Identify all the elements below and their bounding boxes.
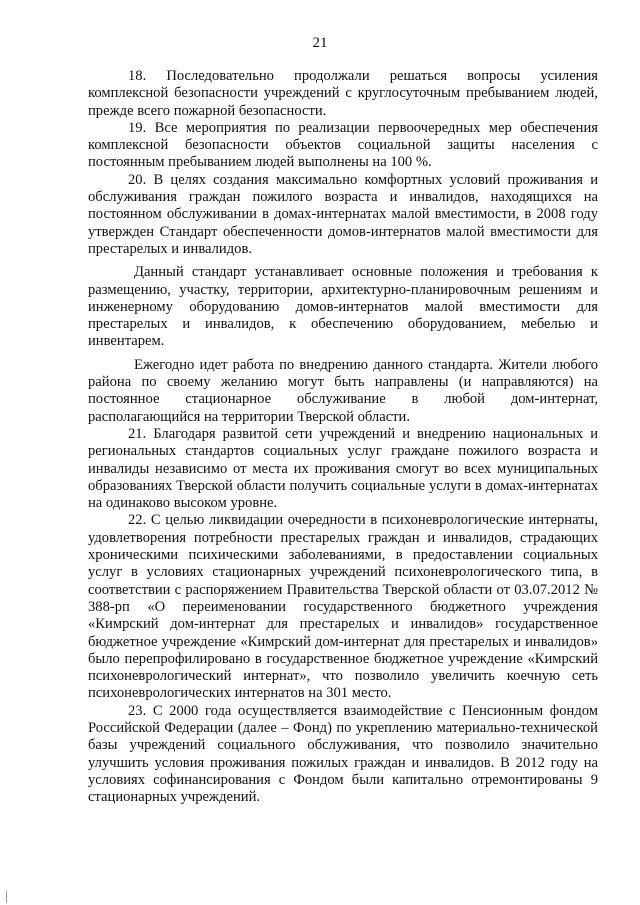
document-body [88,68,598,806]
paragraph-standard-provisions: Данный стандарт устанавливает основные положения и требования к размещению, участку, территории, архитектурно-планировочным решениям и инженерному оборудованию домов-интернатов малой вместимости для престарелых и инвалидов, к обеспечению оборудованием, мебелью и инвентарем. [88,264,598,350]
scan-edge-mark [6,891,12,903]
paragraph-23: 23. С 2000 года осуществляется взаимодействие с Пенсионным фондом Российской Федерации (далее – Фонд) по укреплению материально-технической базы учреждений социального обслуживания, что позволило значительно улучшить условия проживания пожилых граждан и инвалидов. В 2012 году на условиях софинансирования с Фондом были капитально отремонтированы 9 стационарных учреждений. [88,702,598,806]
page-number: 21 [312,35,328,51]
paragraph-18: 18. Последовательно продолжали решаться вопросы усиления комплексной безопасности учреждений с круглосуточным пребыванием людей, прежде всего пожарной безопасности. [88,68,598,119]
paragraph-21: 21. Благодаря развитой сети учреждений и внедрению национальных и региональных стандартов социальных услуг граждане пожилого возраста и инвалиды независимо от места их проживания смогут во всех муниципальных образованиях Тверской области получить социальные услуги в домах-интернатах на одинаково высоком уровне. [88,425,598,512]
paragraph-20: 20. В целях создания максимально комфортных условий проживания и обслуживания граждан пожилого возраста и инвалидов, находящихся на постоянном обслуживании в домах-интернатах малой вместимости, в 2008 году утвержден Стандарт обеспеченности домов-интернатов малой вместимости для престарелых и инвалидов. [88,171,598,257]
paragraph-19: 19. Все мероприятия по реализации первоочередных мер обеспечения комплексной безопасности объектов социальной защиты населения с постоянным пребыванием людей выполнены на 100 %. [88,119,598,171]
paragraph-22: 22. С целью ликвидации очередности в психоневрологические интернаты, удовлетворения потребности престарелых граждан и инвалидов, страдающих хроническими психическими заболеваниями, в предоставлении социальных услуг в условиях стационарных учреждений психоневрологического типа, в соответствии с распоряжением Правительства Тверской области от 03.07.2012 № 388-рп «О переименовании государственного бюджетного учреждения «Кимрский дом-интернат для престарелых и инвалидов» государственное бюджетное учреждение «Кимрский дом-интернат для престарелых и инвалидов» было перепрофилировано в государственное бюджетное учреждение «Кимрский психоневрологический интернат», что позволило увеличить коечную сеть психоневрологических интернатов на 301 место. [88,512,598,702]
paragraph-annual-work: Ежегодно идет работа по внедрению данного стандарта. Жители любого района по своему желанию могут быть направлены (и направляются) на постоянное стационарное обслуживание в любой дом-интернат, располагающийся на территории Тверской области. [88,356,598,425]
